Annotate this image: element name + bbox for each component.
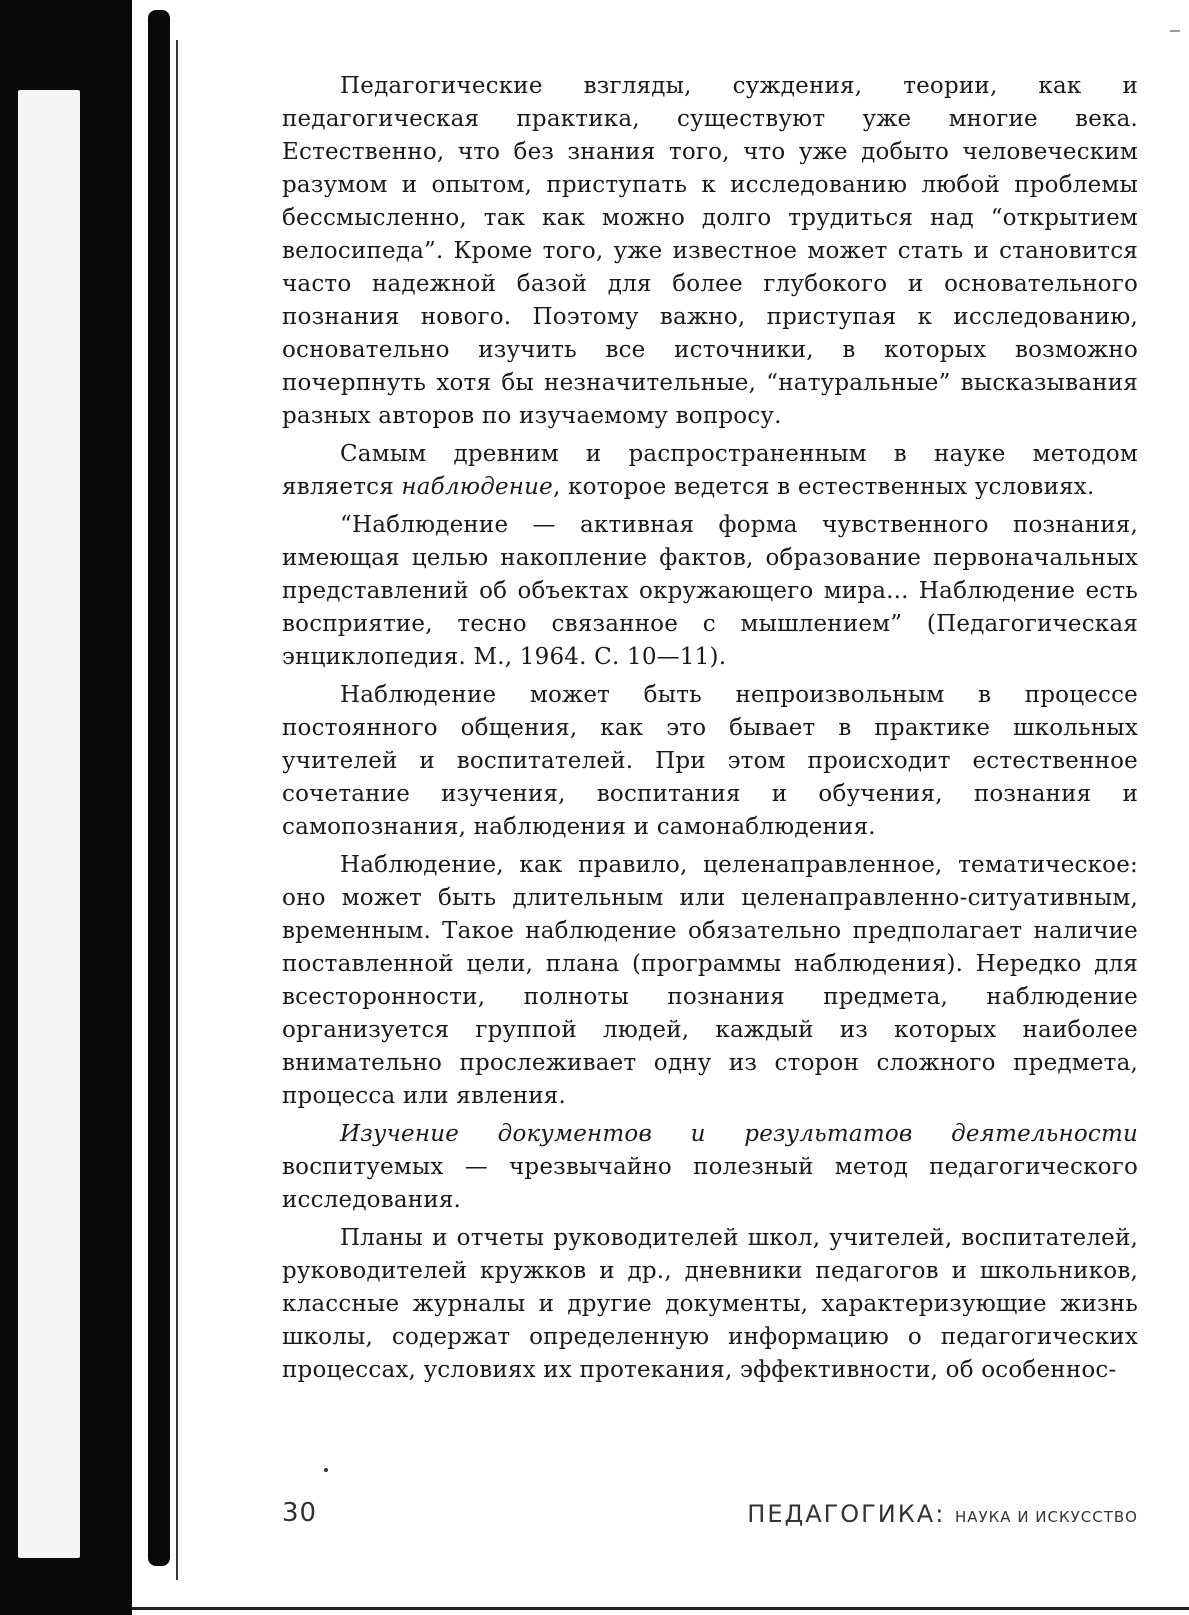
text-run: Самым древним и распространенным в науке методом является: [282, 441, 1138, 500]
text-run: Педагогические взгляды, суждения, теории, как и педагогическая практика, существуют уже многие века. Естественно, что без знания того, что уже добыто человеческим разумом и опытом, приступать к исследованию любой проблемы бессмысленно, так как можно долго трудиться над “открытием велосипеда”. Кроме того, уже известное может стать и становится часто надежной базой для более глубокого и основательного познания нового. Поэтому важно, приступая к исследованию, основательно изучить все источники, в которых возможно почерпнуть хотя бы незначительные, “натуральные” высказывания разных авторов по изучаемому вопросу.: [282, 73, 1138, 429]
text-run: воспитуемых — чрезвычайно полезный метод педагогического исследования.: [282, 1154, 1138, 1213]
page-number: 30: [282, 1498, 318, 1528]
page-footer: [282, 1498, 1138, 1538]
spine-gap: [18, 90, 80, 1558]
running-head-subtitle: НАУКА И ИСКУССТВО: [954, 1508, 1138, 1526]
gutter-line: [176, 40, 178, 1580]
stray-dot: [324, 1468, 328, 1472]
text-run: Планы и отчеты руководителей школ, учителей, воспитателей, руководителей кружков и др., дневники педагогов и школьников, классные журналы и другие документы, характеризующие жизнь школы, содержат определенную информацию о педагогических процессах, условиях их протекания, эффективности, об особеннос-: [282, 1225, 1138, 1383]
page-bottom-edge: [132, 1607, 1189, 1610]
paragraph: [282, 70, 1138, 433]
paragraph: [282, 438, 1138, 504]
page-body: [282, 70, 1138, 1392]
book-gutter-shadow: [148, 10, 170, 1566]
paragraph: [282, 679, 1138, 844]
text-run: Наблюдение, как правило, целенаправленное, тематическое: оно может быть длительным или целенаправленно-ситуативным, временным. Такое наблюдение обязательно предполагает наличие поставленной цели, плана (программы наблюдения). Нередко для всесторонности, полноты познания предмета, наблюдение организуется группой людей, каждый из которых наиболее внимательно прослеживает одну из сторон сложного предмета, процесса или явления.: [282, 852, 1138, 1109]
running-head: [747, 1500, 1138, 1528]
paragraph: [282, 1222, 1138, 1387]
italic-term: наблюдение: [401, 474, 553, 500]
text-run: “Наблюдение — активная форма чувственного познания, имеющая целью накопление фактов, образование первоначальных представлений об объектах окружающего мира... Наблюдение есть восприятие, тесно связанное с мышлением” (Педагогическая энциклопедия. М., 1964. С. 10—11).: [282, 512, 1138, 670]
paragraph: [282, 1118, 1138, 1217]
italic-term: Изучение документов и результатов деятельности: [340, 1121, 1138, 1147]
running-head-title: ПЕДАГОГИКА:: [747, 1500, 946, 1528]
scan-mark: [1170, 30, 1180, 32]
paragraph: [282, 849, 1138, 1113]
text-run: , которое ведется в естественных условиях.: [552, 474, 1095, 500]
text-run: Наблюдение может быть непроизвольным в процессе постоянного общения, как это бывает в практике школьных учителей и воспитателей. При этом происходит естественное сочетание изучения, воспитания и обучения, познания и самопознания, наблюдения и самонаблюдения.: [282, 682, 1138, 840]
paragraph: [282, 509, 1138, 674]
